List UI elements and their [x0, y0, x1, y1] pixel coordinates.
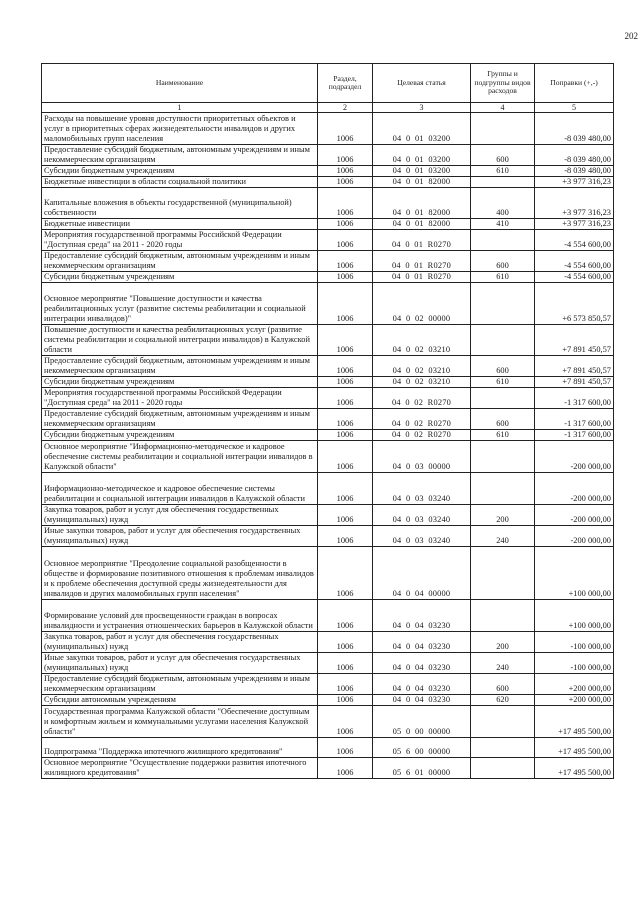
row-name-cell: Мероприятия государственной программы Российской Федерации "Доступная среда" на 2011 - 2020 годы [42, 230, 318, 251]
header-section: Раздел, подраздел [318, 64, 373, 103]
table-row [42, 113, 614, 145]
row-name-cell: Предоставление субсидий бюджетным, автономным учреждениям и иным некоммерческим организациям [42, 251, 318, 272]
table-header-row [42, 64, 614, 103]
table-row [42, 526, 614, 547]
column-number: 2 [318, 103, 373, 113]
row-section-cell: 1006 [318, 430, 373, 441]
row-section-cell: 1006 [318, 145, 373, 166]
row-expense-group-cell [471, 388, 535, 409]
row-amendment-cell: +3 977 316,23 [535, 177, 614, 188]
row-amendment-cell: -8 039 480,00 [535, 113, 614, 145]
table-row [42, 388, 614, 409]
row-expense-group-cell [471, 230, 535, 251]
row-expense-group-cell: 600 [471, 251, 535, 272]
row-expense-group-cell [471, 473, 535, 505]
row-target-article-cell: 05 6 01 00000 [373, 758, 471, 779]
row-target-article-cell: 04 0 04 03230 [373, 632, 471, 653]
row-amendment-cell: -200 000,00 [535, 441, 614, 473]
row-amendment-cell: +6 573 850,57 [535, 283, 614, 325]
row-name-cell: Субсидии автономным учреждениям [42, 695, 318, 706]
row-amendment-cell: +17 495 500,00 [535, 738, 614, 758]
row-name-cell: Бюджетные инвестиции в области социальной политики [42, 177, 318, 188]
row-amendment-cell: -200 000,00 [535, 505, 614, 526]
row-name-cell: Закупка товаров, работ и услуг для обеспечения государственных (муниципальных) нужд [42, 632, 318, 653]
table-row [42, 758, 614, 779]
row-expense-group-cell [471, 758, 535, 779]
row-amendment-cell: +200 000,00 [535, 695, 614, 706]
row-name-cell: Предоставление субсидий бюджетным, автономным учреждениям и иным некоммерческим организациям [42, 409, 318, 430]
table-row [42, 283, 614, 325]
row-section-cell: 1006 [318, 325, 373, 356]
row-amendment-cell: +7 891 450,57 [535, 356, 614, 377]
table-row [42, 230, 614, 251]
row-expense-group-cell [471, 547, 535, 600]
row-target-article-cell: 05 6 00 00000 [373, 738, 471, 758]
row-expense-group-cell: 610 [471, 430, 535, 441]
row-amendment-cell: -100 000,00 [535, 632, 614, 653]
header-amendment: Поправки (+,-) [535, 64, 614, 103]
table-row [42, 674, 614, 695]
header-name: Наименование [42, 64, 318, 103]
row-section-cell: 1006 [318, 356, 373, 377]
row-amendment-cell: -8 039 480,00 [535, 145, 614, 166]
table-row [42, 473, 614, 505]
row-target-article-cell: 04 0 04 03230 [373, 653, 471, 674]
table-row [42, 325, 614, 356]
row-expense-group-cell: 600 [471, 356, 535, 377]
row-target-article-cell: 04 0 02 R0270 [373, 430, 471, 441]
row-amendment-cell: +100 000,00 [535, 600, 614, 632]
row-name-cell: Основное мероприятие "Повышение доступности и качества реабилитационных услуг (развитие системы реабилитации и социальной интеграции инвалидов)" [42, 283, 318, 325]
row-expense-group-cell [471, 113, 535, 145]
row-expense-group-cell [471, 706, 535, 738]
row-amendment-cell: -4 554 600,00 [535, 251, 614, 272]
row-section-cell: 1006 [318, 177, 373, 188]
row-amendment-cell: -1 317 600,00 [535, 430, 614, 441]
column-number: 1 [42, 103, 318, 113]
table-row [42, 738, 614, 758]
row-section-cell: 1006 [318, 251, 373, 272]
table-row [42, 251, 614, 272]
row-section-cell: 1006 [318, 695, 373, 706]
row-expense-group-cell: 600 [471, 145, 535, 166]
row-name-cell: Расходы на повышение уровня доступности приоритетных объектов и услуг в приоритетных сферах жизнедеятельности инвалидов и других маломобильных групп населения [42, 113, 318, 145]
row-section-cell: 1006 [318, 706, 373, 738]
row-target-article-cell: 04 0 01 03200 [373, 166, 471, 177]
row-amendment-cell: -1 317 600,00 [535, 388, 614, 409]
table-row [42, 695, 614, 706]
row-name-cell: Предоставление субсидий бюджетным, автономным учреждениям и иным некоммерческим организациям [42, 145, 318, 166]
row-target-article-cell: 04 0 03 03240 [373, 505, 471, 526]
row-target-article-cell: 04 0 01 03200 [373, 113, 471, 145]
header-expense-group: Группы и подгруппы видов расходов [471, 64, 535, 103]
row-target-article-cell: 04 0 02 03210 [373, 356, 471, 377]
table-row [42, 356, 614, 377]
row-target-article-cell: 04 0 04 03230 [373, 674, 471, 695]
row-name-cell: Закупка товаров, работ и услуг для обеспечения государственных (муниципальных) нужд [42, 505, 318, 526]
row-name-cell: Предоставление субсидий бюджетным, автономным учреждениям и иным некоммерческим организациям [42, 356, 318, 377]
row-target-article-cell: 04 0 03 00000 [373, 441, 471, 473]
row-amendment-cell: +7 891 450,57 [535, 325, 614, 356]
row-amendment-cell: +200 000,00 [535, 674, 614, 695]
row-name-cell: Основное мероприятие "Преодоление социальной разобщенности в обществе и формирование позитивного отношения к проблемам инвалидов и к проблеме обеспечения доступной среды жизнедеятельности для инвалидов и других маломобильных групп населения" [42, 547, 318, 600]
table-row [42, 430, 614, 441]
page-number: 202 [624, 31, 638, 41]
row-name-cell: Основное мероприятие "Информационно-методическое и кадровое обеспечение системы реабилитации и социальной интеграции инвалидов в Калужской области" [42, 441, 318, 473]
row-target-article-cell: 04 0 01 R0270 [373, 230, 471, 251]
row-name-cell: Субсидии бюджетным учреждениям [42, 272, 318, 283]
row-section-cell: 1006 [318, 505, 373, 526]
row-amendment-cell: -1 317 600,00 [535, 409, 614, 430]
row-amendment-cell: -200 000,00 [535, 526, 614, 547]
table-row [42, 547, 614, 600]
row-expense-group-cell: 200 [471, 505, 535, 526]
row-section-cell: 1006 [318, 441, 373, 473]
row-amendment-cell: +3 977 316,23 [535, 219, 614, 230]
table-row [42, 145, 614, 166]
row-section-cell: 1006 [318, 409, 373, 430]
row-expense-group-cell: 620 [471, 695, 535, 706]
row-section-cell: 1006 [318, 674, 373, 695]
row-expense-group-cell: 200 [471, 632, 535, 653]
row-target-article-cell: 04 0 01 82000 [373, 188, 471, 219]
row-expense-group-cell [471, 177, 535, 188]
table-row [42, 632, 614, 653]
row-name-cell: Предоставление субсидий бюджетным, автономным учреждениям и иным некоммерческим организациям [42, 674, 318, 695]
row-amendment-cell: -4 554 600,00 [535, 230, 614, 251]
row-amendment-cell: +3 977 316,23 [535, 188, 614, 219]
row-expense-group-cell: 610 [471, 377, 535, 388]
row-expense-group-cell [471, 600, 535, 632]
row-section-cell: 1006 [318, 219, 373, 230]
row-section-cell: 1006 [318, 526, 373, 547]
row-section-cell: 1006 [318, 230, 373, 251]
column-number-row [42, 103, 614, 113]
row-name-cell: Бюджетные инвестиции [42, 219, 318, 230]
row-amendment-cell: -4 554 600,00 [535, 272, 614, 283]
row-target-article-cell: 04 0 01 R0270 [373, 251, 471, 272]
row-section-cell: 1006 [318, 388, 373, 409]
row-target-article-cell: 04 0 02 00000 [373, 283, 471, 325]
table-row [42, 505, 614, 526]
row-section-cell: 1006 [318, 653, 373, 674]
table-row [42, 188, 614, 219]
table-row [42, 377, 614, 388]
row-expense-group-cell [471, 283, 535, 325]
row-target-article-cell: 04 0 02 R0270 [373, 409, 471, 430]
row-name-cell: Иные закупки товаров, работ и услуг для обеспечения государственных (муниципальных) нужд [42, 526, 318, 547]
row-name-cell: Повышение доступности и качества реабилитационных услуг (развитие системы реабилитации и социальной интеграции инвалидов) в Калужской области [42, 325, 318, 356]
row-name-cell: Формирование условий для просвещенности граждан в вопросах инвалидности и устранения отношенческих барьеров в Калужской области [42, 600, 318, 632]
row-amendment-cell: +100 000,00 [535, 547, 614, 600]
row-section-cell: 1006 [318, 547, 373, 600]
row-amendment-cell: +17 495 500,00 [535, 758, 614, 779]
row-name-cell: Подпрограмма "Поддержка ипотечного жилищного кредитования" [42, 738, 318, 758]
column-number: 5 [535, 103, 614, 113]
row-target-article-cell: 04 0 01 R0270 [373, 272, 471, 283]
table-row [42, 177, 614, 188]
row-target-article-cell: 04 0 01 03200 [373, 145, 471, 166]
row-name-cell: Государственная программа Калужской области "Обеспечение доступным и комфортным жильем и коммунальными услугами населения Калужской области" [42, 706, 318, 738]
row-name-cell: Основное мероприятие "Осуществление поддержки развития ипотечного жилищного кредитования" [42, 758, 318, 779]
row-expense-group-cell [471, 441, 535, 473]
row-amendment-cell: +7 891 450,57 [535, 377, 614, 388]
row-target-article-cell: 04 0 02 03210 [373, 377, 471, 388]
row-expense-group-cell [471, 325, 535, 356]
row-expense-group-cell: 400 [471, 188, 535, 219]
row-section-cell: 1006 [318, 283, 373, 325]
row-target-article-cell: 04 0 04 03230 [373, 600, 471, 632]
row-section-cell: 1006 [318, 632, 373, 653]
row-section-cell: 1006 [318, 600, 373, 632]
row-target-article-cell: 04 0 02 03210 [373, 325, 471, 356]
table-row [42, 441, 614, 473]
header-target-article: Целевая статья [373, 64, 471, 103]
row-expense-group-cell: 410 [471, 219, 535, 230]
row-target-article-cell: 04 0 03 03240 [373, 473, 471, 505]
row-section-cell: 1006 [318, 377, 373, 388]
row-amendment-cell: -100 000,00 [535, 653, 614, 674]
row-target-article-cell: 04 0 01 82000 [373, 177, 471, 188]
row-name-cell: Субсидии бюджетным учреждениям [42, 430, 318, 441]
row-name-cell: Капитальные вложения в объекты государственной (муниципальной) собственности [42, 188, 318, 219]
row-section-cell: 1006 [318, 272, 373, 283]
row-expense-group-cell: 610 [471, 272, 535, 283]
row-expense-group-cell [471, 738, 535, 758]
row-expense-group-cell: 240 [471, 653, 535, 674]
row-section-cell: 1006 [318, 738, 373, 758]
row-section-cell: 1006 [318, 166, 373, 177]
row-target-article-cell: 04 0 04 00000 [373, 547, 471, 600]
table-body [42, 113, 614, 779]
row-section-cell: 1006 [318, 113, 373, 145]
budget-amendments-table [41, 63, 614, 779]
table-row [42, 219, 614, 230]
table-row [42, 653, 614, 674]
table-row [42, 409, 614, 430]
row-name-cell: Субсидии бюджетным учреждениям [42, 377, 318, 388]
row-section-cell: 1006 [318, 188, 373, 219]
column-number: 4 [471, 103, 535, 113]
table-row [42, 166, 614, 177]
row-amendment-cell: -200 000,00 [535, 473, 614, 505]
row-target-article-cell: 04 0 03 03240 [373, 526, 471, 547]
row-name-cell: Субсидии бюджетным учреждениям [42, 166, 318, 177]
row-name-cell: Иные закупки товаров, работ и услуг для обеспечения государственных (муниципальных) нужд [42, 653, 318, 674]
row-amendment-cell: -8 039 480,00 [535, 166, 614, 177]
row-expense-group-cell: 240 [471, 526, 535, 547]
row-name-cell: Информационно-методическое и кадровое обеспечение системы реабилитации и социальной интеграции инвалидов в Калужской области [42, 473, 318, 505]
row-target-article-cell: 04 0 01 82000 [373, 219, 471, 230]
row-expense-group-cell: 600 [471, 674, 535, 695]
row-target-article-cell: 04 0 04 03230 [373, 695, 471, 706]
row-expense-group-cell: 610 [471, 166, 535, 177]
row-target-article-cell: 04 0 02 R0270 [373, 388, 471, 409]
row-section-cell: 1006 [318, 758, 373, 779]
row-target-article-cell: 05 0 00 00000 [373, 706, 471, 738]
table-row [42, 600, 614, 632]
column-number: 3 [373, 103, 471, 113]
row-name-cell: Мероприятия государственной программы Российской Федерации "Доступная среда" на 2011 - 2020 годы [42, 388, 318, 409]
row-section-cell: 1006 [318, 473, 373, 505]
table-row [42, 706, 614, 738]
table-row [42, 272, 614, 283]
row-amendment-cell: +17 495 500,00 [535, 706, 614, 738]
row-expense-group-cell: 600 [471, 409, 535, 430]
